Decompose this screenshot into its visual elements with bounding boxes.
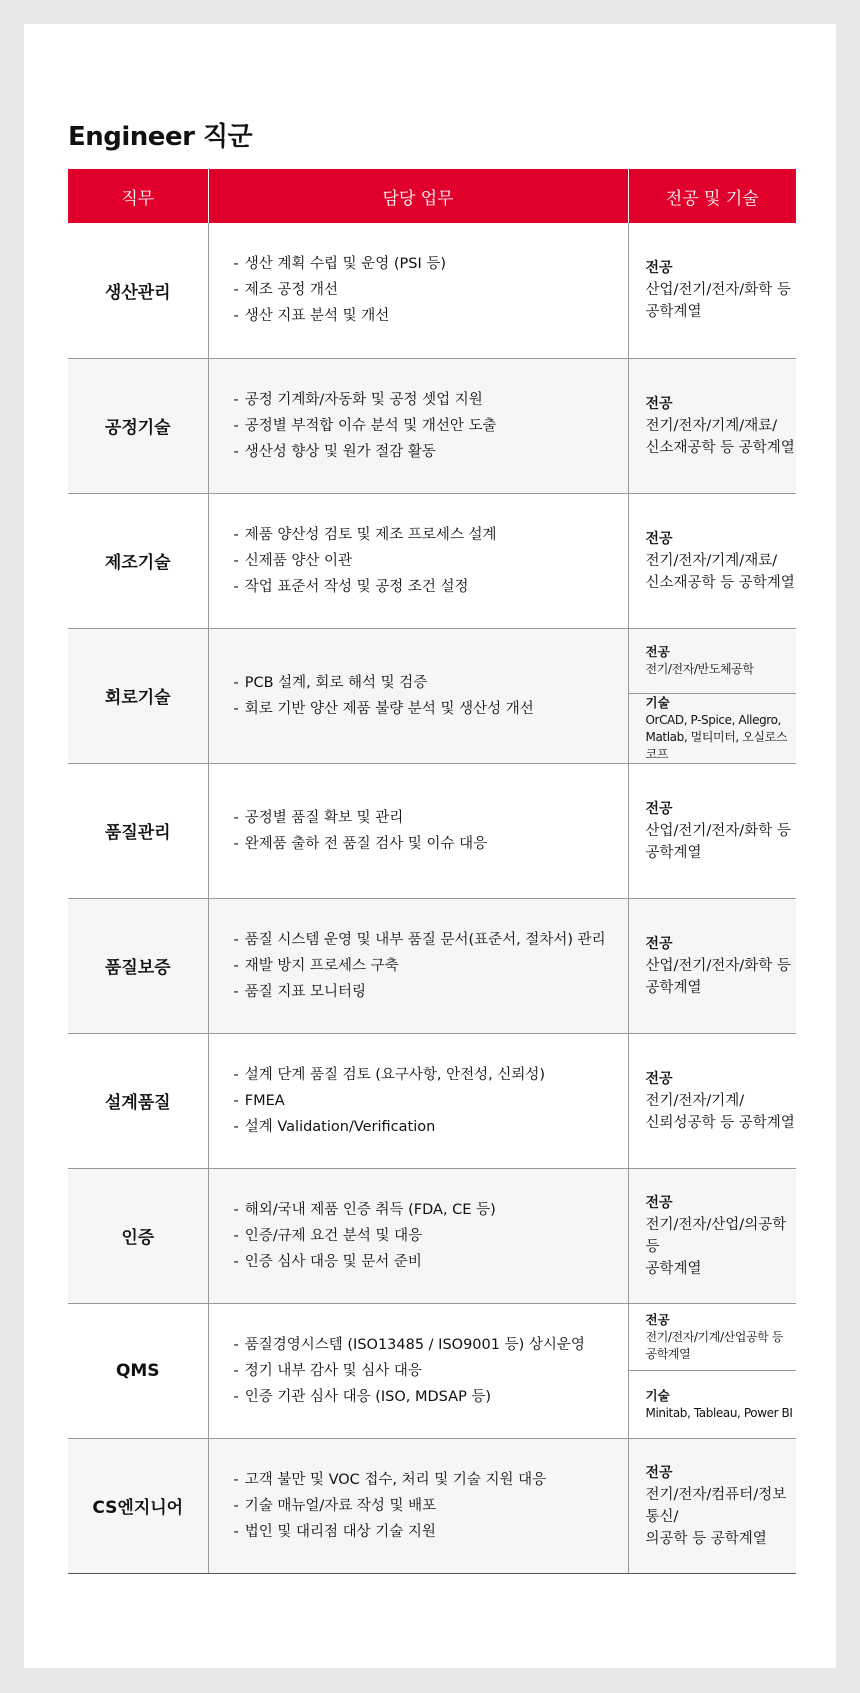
duty-list xyxy=(234,251,628,329)
duty-item xyxy=(234,439,628,465)
duty-text: 회로 기반 양산 제품 불량 분석 및 생산성 개선 xyxy=(244,700,534,717)
major-cell xyxy=(628,1033,796,1168)
major-text: 산업/전기/전자/화학 등 공학계열 xyxy=(645,957,791,996)
duty-text: 재발 방지 프로세스 구축 xyxy=(244,957,399,974)
table-row xyxy=(68,763,796,898)
table-row xyxy=(68,1438,796,1573)
header-duties: 담당 업무 xyxy=(208,169,628,223)
bullet-dash: - xyxy=(233,1523,239,1540)
duty-item xyxy=(234,1062,628,1088)
duty-text: 정기 내부 감사 및 심사 대응 xyxy=(244,1362,422,1379)
major-skill-cell xyxy=(628,1303,796,1438)
duty-item xyxy=(234,522,628,548)
major-label: 전공 xyxy=(645,1194,673,1211)
duty-text: 법인 및 대리점 대상 기술 지원 xyxy=(244,1523,436,1540)
duty-item xyxy=(234,1332,628,1358)
table-row xyxy=(68,493,796,628)
bullet-dash: - xyxy=(233,1388,239,1405)
duty-item xyxy=(234,927,628,953)
duty-item xyxy=(234,277,628,303)
duty-text: FMEA xyxy=(244,1092,285,1109)
duty-text: 인증/규제 요건 분석 및 대응 xyxy=(244,1227,423,1244)
duty-item xyxy=(234,387,628,413)
duty-text: 공정 기계화/자동화 및 공정 셋업 지원 xyxy=(244,391,483,408)
table-body xyxy=(68,223,796,1573)
job-title: CS엔지니어 xyxy=(68,1438,208,1573)
bullet-dash: - xyxy=(233,282,239,299)
duty-item xyxy=(234,1249,628,1275)
duty-text: 완제품 출하 전 품질 검사 및 이슈 대응 xyxy=(244,835,488,852)
skill-label: 기술 xyxy=(645,1387,670,1403)
duty-text: 신제품 양산 이관 xyxy=(244,552,353,569)
job-title: 공정기술 xyxy=(68,358,208,493)
table-row xyxy=(68,223,796,358)
major-text: 전기/전자/기계/ 신뢰성공학 등 공학계열 xyxy=(645,1092,795,1131)
major-label: 전공 xyxy=(645,260,673,277)
duty-text: 생산성 향상 및 원가 절감 활동 xyxy=(244,443,436,460)
major-text: 전기/전자/산업/의공학 등 공학계열 xyxy=(645,1216,787,1277)
table-row xyxy=(68,1303,796,1438)
bullet-dash: - xyxy=(233,578,239,595)
duties-cell xyxy=(208,763,628,898)
header-major-skills: 전공 및 기술 xyxy=(628,169,796,223)
duty-item xyxy=(234,548,628,574)
page-title: Engineer 직군 xyxy=(68,122,253,152)
major-skill-cell xyxy=(628,628,796,763)
duty-list xyxy=(234,522,628,600)
bullet-dash: - xyxy=(233,1092,239,1109)
duty-text: 작업 표준서 작성 및 공정 조건 설정 xyxy=(244,578,469,595)
duty-text: 품질 지표 모니터링 xyxy=(244,983,367,1000)
duty-item xyxy=(234,1384,628,1410)
duty-text: 제조 공정 개선 xyxy=(244,282,338,299)
major-label: 전공 xyxy=(645,1464,673,1481)
duty-item xyxy=(234,979,628,1005)
engineer-jobs-table xyxy=(68,169,796,1574)
duty-item xyxy=(234,670,628,696)
bullet-dash: - xyxy=(233,391,239,408)
major-label: 전공 xyxy=(645,935,673,952)
duty-item xyxy=(234,303,628,329)
bullet-dash: - xyxy=(233,417,239,434)
duty-text: 고객 불만 및 VOC 접수, 처리 및 기술 지원 대응 xyxy=(244,1471,547,1488)
bullet-dash: - xyxy=(233,1497,239,1514)
duties-cell xyxy=(208,1303,628,1438)
table-row xyxy=(68,628,796,763)
major-text: 전기/전자/반도체공학 xyxy=(645,662,754,676)
duties-cell xyxy=(208,223,628,358)
duties-cell xyxy=(208,628,628,763)
duty-item xyxy=(234,1223,628,1249)
bullet-dash: - xyxy=(233,1227,239,1244)
bullet-dash: - xyxy=(233,1201,239,1218)
duties-cell xyxy=(208,1438,628,1573)
skill-section xyxy=(629,693,797,763)
major-section xyxy=(629,1304,797,1371)
table-row xyxy=(68,1033,796,1168)
major-label: 전공 xyxy=(645,530,673,547)
duty-text: 제품 양산성 검토 및 제조 프로세스 설계 xyxy=(244,526,497,543)
bullet-dash: - xyxy=(233,674,239,691)
duty-text: 설계 단계 품질 검토 (요구사항, 안전성, 신뢰성) xyxy=(244,1066,546,1083)
major-label: 전공 xyxy=(645,644,670,659)
major-section xyxy=(629,629,797,693)
major-label: 전공 xyxy=(645,800,673,817)
major-text: 전기/전자/기계/재료/ 신소재공학 등 공학계열 xyxy=(645,417,795,456)
duties-cell xyxy=(208,493,628,628)
duty-text: PCB 설계, 회로 해석 및 검증 xyxy=(244,674,428,691)
bullet-dash: - xyxy=(233,1336,239,1353)
duty-item xyxy=(234,1467,628,1493)
job-title: 제조기술 xyxy=(68,493,208,628)
skill-text: Minitab, Tableau, Power BI xyxy=(645,1405,793,1420)
bullet-dash: - xyxy=(233,835,239,852)
bullet-dash: - xyxy=(233,809,239,826)
duty-text: 인증 심사 대응 및 문서 준비 xyxy=(244,1253,422,1270)
duty-item xyxy=(234,696,628,722)
job-title: 생산관리 xyxy=(68,223,208,358)
duty-item xyxy=(234,413,628,439)
major-label: 전공 xyxy=(645,1311,670,1327)
header-job: 직무 xyxy=(68,169,208,223)
duty-list xyxy=(234,670,628,722)
duty-item xyxy=(234,1197,628,1223)
bullet-dash: - xyxy=(233,700,239,717)
duties-cell xyxy=(208,1033,628,1168)
duties-cell xyxy=(208,898,628,1033)
major-label: 전공 xyxy=(645,1070,673,1087)
bullet-dash: - xyxy=(233,526,239,543)
duty-text: 공정별 부적합 이슈 분석 및 개선안 도출 xyxy=(244,417,497,434)
duty-list xyxy=(234,927,628,1005)
bullet-dash: - xyxy=(233,443,239,460)
duty-list xyxy=(234,1332,628,1410)
bullet-dash: - xyxy=(233,256,239,273)
major-cell xyxy=(628,493,796,628)
major-cell xyxy=(628,763,796,898)
skill-label: 기술 xyxy=(645,694,670,710)
duties-cell xyxy=(208,358,628,493)
skill-text: OrCAD, P-Spice, Allegro, Matlab, 멀티미터, 오실로스코프 xyxy=(645,712,788,761)
skill-section xyxy=(629,1370,797,1438)
bullet-dash: - xyxy=(233,1471,239,1488)
duty-item xyxy=(234,1088,628,1114)
major-text: 산업/전기/전자/화학 등 공학계열 xyxy=(645,282,791,321)
job-title: 품질보증 xyxy=(68,898,208,1033)
major-text: 전기/전자/컴퓨터/정보통신/ 의공학 등 공학계열 xyxy=(645,1486,787,1547)
job-title: 설계품질 xyxy=(68,1033,208,1168)
duty-item xyxy=(234,1358,628,1384)
duty-text: 인증 기관 심사 대응 (ISO, MDSAP 등) xyxy=(244,1388,492,1405)
bullet-dash: - xyxy=(233,1362,239,1379)
table-row xyxy=(68,1168,796,1303)
job-title: QMS xyxy=(68,1303,208,1438)
duty-item xyxy=(234,251,628,277)
duty-item xyxy=(234,805,628,831)
duty-item xyxy=(234,1114,628,1140)
duty-list xyxy=(234,1197,628,1275)
duty-text: 설계 Validation/Verification xyxy=(244,1118,436,1135)
major-text: 전기/전자/기계/산업공학 등 공학계열 xyxy=(645,1329,783,1361)
duty-text: 생산 지표 분석 및 개선 xyxy=(244,308,390,325)
bullet-dash: - xyxy=(233,1253,239,1270)
bullet-dash: - xyxy=(233,308,239,325)
major-text: 산업/전기/전자/화학 등 공학계열 xyxy=(645,822,791,861)
duty-text: 공정별 품질 확보 및 관리 xyxy=(244,809,404,826)
major-cell xyxy=(628,1168,796,1303)
duty-item xyxy=(234,953,628,979)
duty-text: 생산 계획 수립 및 운영 (PSI 등) xyxy=(244,256,446,273)
duty-list xyxy=(234,805,628,857)
table-header xyxy=(68,169,796,223)
bullet-dash: - xyxy=(233,552,239,569)
table-row xyxy=(68,898,796,1033)
major-cell xyxy=(628,358,796,493)
major-cell xyxy=(628,898,796,1033)
duties-cell xyxy=(208,1168,628,1303)
duty-text: 품질경영시스템 (ISO13485 / ISO9001 등) 상시운영 xyxy=(244,1336,585,1353)
duty-text: 해외/국내 제품 인증 취득 (FDA, CE 등) xyxy=(244,1201,496,1218)
major-cell xyxy=(628,1438,796,1573)
job-title: 인증 xyxy=(68,1168,208,1303)
duty-list xyxy=(234,387,628,465)
duty-item xyxy=(234,1493,628,1519)
duty-list xyxy=(234,1467,628,1545)
job-title: 품질관리 xyxy=(68,763,208,898)
bullet-dash: - xyxy=(233,983,239,1000)
job-title: 회로기술 xyxy=(68,628,208,763)
table-row xyxy=(68,358,796,493)
bullet-dash: - xyxy=(233,957,239,974)
major-cell xyxy=(628,223,796,358)
bullet-dash: - xyxy=(233,931,239,948)
bullet-dash: - xyxy=(233,1118,239,1135)
major-text: 전기/전자/기계/재료/ 신소재공학 등 공학계열 xyxy=(645,552,795,591)
major-label: 전공 xyxy=(645,395,673,412)
duty-text: 품질 시스템 운영 및 내부 품질 문서(표준서, 절차서) 관리 xyxy=(244,931,606,948)
content-card xyxy=(24,24,836,1668)
duty-item xyxy=(234,574,628,600)
duty-item xyxy=(234,831,628,857)
duty-list xyxy=(234,1062,628,1140)
bullet-dash: - xyxy=(233,1066,239,1083)
duty-text: 기술 매뉴얼/자료 작성 및 배포 xyxy=(244,1497,437,1514)
duty-item xyxy=(234,1519,628,1545)
